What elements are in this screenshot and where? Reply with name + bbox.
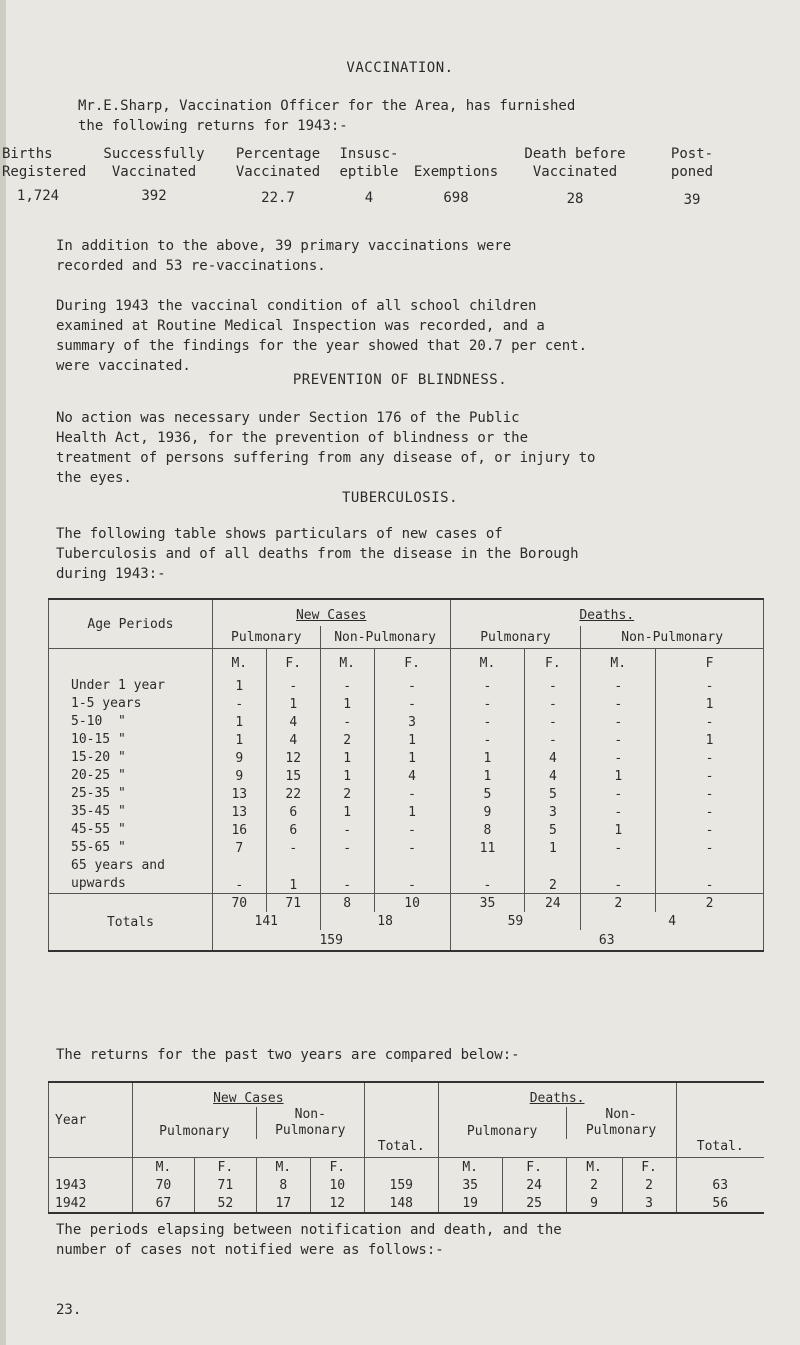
table-cell: 13 (212, 803, 266, 821)
table-cell: 1 (320, 767, 374, 785)
table-cell: - (581, 695, 656, 713)
comparison-paragraph: The returns for the past two years are compared below:- (56, 1047, 520, 1063)
col-f: F. (622, 1158, 676, 1177)
table-cell: - (656, 767, 764, 785)
age-periods-header: Age Periods (87, 616, 174, 632)
total-cell: 10 (374, 894, 450, 913)
table-cell: - (212, 695, 266, 713)
table-row (49, 1176, 765, 1194)
table-cell: - (374, 677, 450, 695)
table-cell: 1 (266, 695, 320, 713)
table-cell: - (581, 803, 656, 821)
col-f: F (656, 649, 764, 678)
table-cell: 52 (194, 1194, 256, 1213)
col-f: F. (194, 1158, 256, 1177)
table-cell: - (450, 677, 525, 695)
table-cell: 1 (320, 803, 374, 821)
col-m: M. (566, 1158, 622, 1177)
age-period-label: 65 years and upwards (71, 858, 165, 891)
total-cell: 35 (450, 894, 525, 913)
vaccination-header: Births Registered (2, 146, 87, 180)
table-cell: - (581, 749, 656, 767)
table-cell: 1 (374, 731, 450, 749)
age-period-label: 1-5 years (71, 696, 142, 711)
table-cell: 4 (525, 767, 581, 785)
table-cell: 15 (266, 767, 320, 785)
table-row (49, 803, 764, 821)
col-f: F. (374, 649, 450, 678)
table-cell: - (266, 839, 320, 857)
table-cell: 12 (266, 749, 320, 767)
table-cell: 56 (676, 1194, 764, 1213)
page-number: 23. (56, 1302, 82, 1318)
pulmonary-header: Pulmonary (450, 626, 581, 649)
table-cell: - (320, 839, 374, 857)
table-row (49, 821, 764, 839)
table-cell: 3 (622, 1194, 676, 1213)
table-cell: 2 (525, 857, 581, 894)
table-cell: 3 (525, 803, 581, 821)
table-cell: 1 (656, 695, 764, 713)
table-row (49, 695, 764, 713)
table-cell: - (525, 677, 581, 695)
table-cell: 2 (622, 1176, 676, 1194)
pulmonary-header: Pulmonary (212, 626, 320, 649)
table-cell: 1 (581, 767, 656, 785)
table-cell: - (656, 839, 764, 857)
table-cell: - (320, 713, 374, 731)
table-cell: - (581, 731, 656, 749)
vaccination-value: 392 (141, 188, 167, 204)
non-pulmonary-header: Non-Pulmonary (320, 626, 450, 649)
table-cell: - (450, 713, 525, 731)
table-cell: 9 (212, 767, 266, 785)
col-f: F. (266, 649, 320, 678)
table-cell: - (525, 731, 581, 749)
age-period-label: 10-15 " (71, 732, 126, 747)
blindness-paragraph: No action was necessary under Section 176 of the Public Health Act, 1936, for the prevention of blindness or the treatment of persons suffering from any disease of, or injury to the eyes. (56, 410, 596, 486)
new-cases-header: New Cases (213, 1090, 284, 1106)
table-cell: 8 (450, 821, 525, 839)
total-cell: 2 (581, 894, 656, 913)
table-cell: - (450, 731, 525, 749)
col-m: M. (132, 1158, 194, 1177)
table-cell: - (374, 839, 450, 857)
vaccination-value: 4 (364, 190, 374, 206)
table-cell: 12 (310, 1194, 364, 1213)
table-cell: 4 (266, 731, 320, 749)
table-cell: - (581, 785, 656, 803)
table-cell: 1 (320, 749, 374, 767)
total-header: Total. (364, 1139, 438, 1158)
year-header: Year (49, 1082, 133, 1158)
group-total: 18 (320, 912, 450, 930)
table-cell: - (656, 821, 764, 839)
table-cell: - (581, 677, 656, 695)
table-cell: - (656, 749, 764, 767)
table-row (49, 857, 764, 894)
table-cell: 4 (525, 749, 581, 767)
table-cell: 1 (374, 749, 450, 767)
grand-total-new-cases: 159 (212, 930, 450, 951)
table-cell: 148 (364, 1194, 438, 1213)
age-period-label: 45-55 " (71, 822, 126, 837)
table-cell: 1 (212, 677, 266, 695)
group-total: 4 (581, 912, 764, 930)
total-header: Total. (676, 1139, 764, 1158)
table-cell: - (656, 785, 764, 803)
intro-paragraph: Mr.E.Sharp, Vaccination Officer for the Area, has furnished the following returns for 1943:- (78, 98, 576, 134)
table-cell: 2 (320, 731, 374, 749)
table-cell: - (374, 821, 450, 839)
tuberculosis-heading: TUBERCULOSIS. (341, 490, 459, 506)
tuberculosis-paragraph: The following table shows particulars of new cases of Tuberculosis and of all deaths from the disease in the Borough during 1943:- (56, 526, 579, 582)
vaccination-header: Death before Vaccinated (524, 146, 626, 180)
table-cell: 1 (266, 857, 320, 894)
table-cell: 1 (581, 821, 656, 839)
table-cell: - (656, 677, 764, 695)
table-cell: - (525, 695, 581, 713)
vaccination-header: Insusc- eptible (339, 146, 399, 180)
totals-label: Totals (49, 894, 213, 952)
table-cell: 1 (212, 731, 266, 749)
vaccination-header: Percentage Vaccinated (235, 146, 321, 180)
col-m: M. (581, 649, 656, 678)
table-cell: - (581, 713, 656, 731)
table-cell: 4 (374, 767, 450, 785)
tuberculosis-table (48, 598, 764, 952)
table-cell: 1 (656, 731, 764, 749)
table-cell: 71 (194, 1176, 256, 1194)
vaccination-value: 39 (683, 192, 701, 208)
table-cell: 1 (212, 713, 266, 731)
table-cell: 24 (502, 1176, 566, 1194)
age-period-label: 5-10 " (71, 714, 126, 729)
table-cell: - (212, 857, 266, 894)
col-m: M. (438, 1158, 502, 1177)
age-period-label: 25-35 " (71, 786, 126, 801)
new-cases-header: New Cases (295, 607, 367, 623)
total-cell: 2 (656, 894, 764, 913)
table-cell: - (374, 785, 450, 803)
table-cell: 159 (364, 1176, 438, 1194)
table-row (49, 677, 764, 695)
comparison-table-body (49, 1176, 765, 1213)
total-cell: 71 (266, 894, 320, 913)
table-cell: - (320, 821, 374, 839)
age-period-label: 35-45 " (71, 804, 126, 819)
table-cell: 2 (320, 785, 374, 803)
page-title: VACCINATION. (346, 60, 454, 76)
age-period-label: 15-20 " (71, 750, 126, 765)
vaccination-value: 1,724 (16, 188, 60, 204)
table-cell: - (656, 803, 764, 821)
table-cell: 22 (266, 785, 320, 803)
year-cell: 1943 (49, 1176, 133, 1194)
deaths-header: Deaths. (529, 1090, 585, 1106)
table-cell: 1 (450, 767, 525, 785)
age-period-label: 20-25 " (71, 768, 126, 783)
vaccination-header: Exemptions (413, 164, 499, 180)
table-row (49, 785, 764, 803)
table-cell: 70 (132, 1176, 194, 1194)
table-cell: - (320, 677, 374, 695)
group-total: 141 (212, 912, 320, 930)
additional-vaccinations-paragraph: In addition to the above, 39 primary vaccinations were recorded and 53 re-vaccinations. (56, 238, 512, 274)
total-cell: 70 (212, 894, 266, 913)
col-m: M. (256, 1158, 310, 1177)
tuberculosis-table-body (49, 677, 764, 894)
table-cell: 6 (266, 803, 320, 821)
total-cell: 8 (320, 894, 374, 913)
table-cell: 6 (266, 821, 320, 839)
grand-total-deaths: 63 (450, 930, 763, 951)
table-cell: 1 (525, 839, 581, 857)
table-row (49, 713, 764, 731)
table-cell: - (450, 695, 525, 713)
table-cell: 8 (256, 1176, 310, 1194)
final-paragraph: The periods elapsing between notification and death, and the number of cases not notified were as follows:- (56, 1222, 562, 1258)
table-cell: 35 (438, 1176, 502, 1194)
table-cell: - (374, 695, 450, 713)
table-cell: 9 (450, 803, 525, 821)
col-m: M. (320, 649, 374, 678)
table-cell: 1 (374, 803, 450, 821)
table-cell: - (450, 857, 525, 894)
pulmonary-header: Pulmonary (132, 1107, 256, 1139)
table-cell: 9 (212, 749, 266, 767)
vaccination-value: 28 (566, 191, 584, 207)
vaccination-header: Successfully Vaccinated (103, 146, 205, 180)
vaccination-value: 698 (443, 190, 469, 206)
col-f: F. (525, 649, 581, 678)
deaths-header: Deaths. (579, 607, 635, 623)
age-period-label: 55-65 " (71, 840, 126, 855)
table-cell: 7 (212, 839, 266, 857)
table-cell: 2 (566, 1176, 622, 1194)
table-cell: 10 (310, 1176, 364, 1194)
table-cell: - (374, 857, 450, 894)
col-f: F. (502, 1158, 566, 1177)
non-pulmonary-header: Non- Pulmonary (566, 1107, 676, 1139)
table-cell: 13 (212, 785, 266, 803)
table-row (49, 731, 764, 749)
col-m: M. (212, 649, 266, 678)
age-period-label: Under 1 year (71, 678, 165, 693)
total-cell: 24 (525, 894, 581, 913)
table-row (49, 1194, 765, 1213)
non-pulmonary-header: Non- Pulmonary (256, 1107, 364, 1139)
table-cell: - (525, 713, 581, 731)
year-cell: 1942 (49, 1194, 133, 1213)
table-cell: 1 (320, 695, 374, 713)
table-cell: - (581, 857, 656, 894)
table-row (49, 839, 764, 857)
table-cell: 67 (132, 1194, 194, 1213)
table-cell: - (656, 857, 764, 894)
table-cell: 3 (374, 713, 450, 731)
school-children-paragraph: During 1943 the vaccinal condition of all school children examined at Routine Medical Inspection was recorded, and a summary of the findings for the year showed that 20.7 per cent. were vaccinated. (56, 298, 588, 374)
table-cell: 16 (212, 821, 266, 839)
table-cell: 63 (676, 1176, 764, 1194)
table-cell: 17 (256, 1194, 310, 1213)
vaccination-header: Post- poned (670, 146, 714, 180)
table-cell: 11 (450, 839, 525, 857)
vaccination-value: 22.7 (261, 190, 295, 206)
table-cell: - (656, 713, 764, 731)
table-cell: - (320, 857, 374, 894)
group-total: 59 (450, 912, 581, 930)
col-f: F. (310, 1158, 364, 1177)
table-cell: 4 (266, 713, 320, 731)
blindness-heading: PREVENTION OF BLINDNESS. (292, 372, 508, 388)
pulmonary-header: Pulmonary (438, 1107, 566, 1139)
table-cell: 5 (525, 821, 581, 839)
comparison-table (48, 1081, 764, 1214)
table-cell: - (581, 839, 656, 857)
table-cell: 25 (502, 1194, 566, 1213)
table-cell: - (266, 677, 320, 695)
table-row (49, 749, 764, 767)
table-cell: 9 (566, 1194, 622, 1213)
col-m: M. (450, 649, 525, 678)
table-cell: 5 (450, 785, 525, 803)
non-pulmonary-header: Non-Pulmonary (581, 626, 764, 649)
table-cell: 5 (525, 785, 581, 803)
table-cell: 1 (450, 749, 525, 767)
table-cell: 19 (438, 1194, 502, 1213)
table-row (49, 767, 764, 785)
